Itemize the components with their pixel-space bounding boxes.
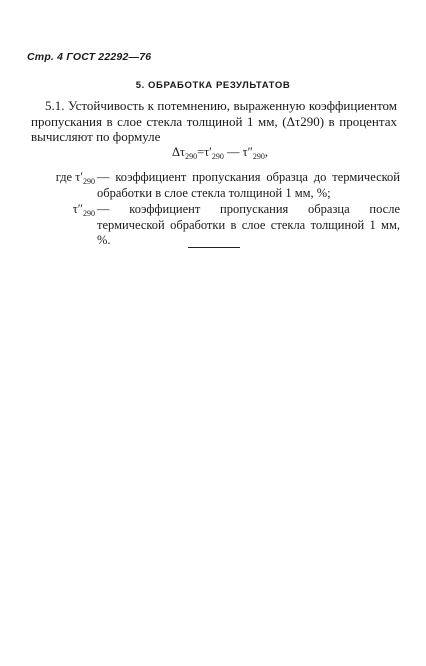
formula-term2-sub: 290 bbox=[252, 152, 265, 161]
formula-minus: — bbox=[223, 145, 243, 159]
section-title: 5. ОБРАБОТКА РЕЗУЛЬТАТОВ bbox=[135, 80, 291, 91]
formula-term1: τ′ bbox=[204, 145, 212, 159]
paragraph-text: Устойчивость к потемнению, выраженную коэффициентом пропускания в слое стекла толщиной 1 мм, (Δτ290) в процентах вычисляют по формуле bbox=[31, 98, 397, 144]
definition-text: — коэффициент пропускания образца после термической обработки в слое стекла толщиной 1 мм, %. bbox=[97, 202, 400, 247]
formula bbox=[172, 145, 268, 161]
definition-term bbox=[31, 202, 97, 249]
page-header: Стр. 4 ГОСТ 22292—76 bbox=[27, 51, 152, 63]
definition-text: — коэффициент пропускания образца до термической обработки в слое стекла толщиной 1 мм, %; bbox=[97, 170, 400, 200]
definition-term bbox=[31, 170, 97, 201]
formula-eq: = bbox=[197, 145, 205, 159]
definition-sub: 290 bbox=[83, 177, 95, 186]
formula-tail: , bbox=[264, 145, 268, 159]
paragraph-number: 5.1. bbox=[45, 98, 65, 113]
definitions-list bbox=[31, 170, 400, 250]
definition-symbol: τ′ bbox=[75, 170, 83, 184]
paragraph-5-1 bbox=[31, 98, 397, 145]
definition-symbol: τ″ bbox=[72, 202, 83, 216]
formula-lhs-sub: 290 bbox=[185, 152, 198, 161]
definition-sub: 290 bbox=[83, 209, 95, 218]
definition-item bbox=[31, 202, 400, 249]
end-divider bbox=[188, 247, 240, 248]
formula-term1-sub: 290 bbox=[211, 152, 224, 161]
definition-prefix: где bbox=[55, 170, 76, 184]
formula-term2: τ″ bbox=[242, 145, 253, 159]
formula-lhs: Δτ bbox=[172, 145, 186, 159]
definition-item bbox=[31, 170, 400, 201]
